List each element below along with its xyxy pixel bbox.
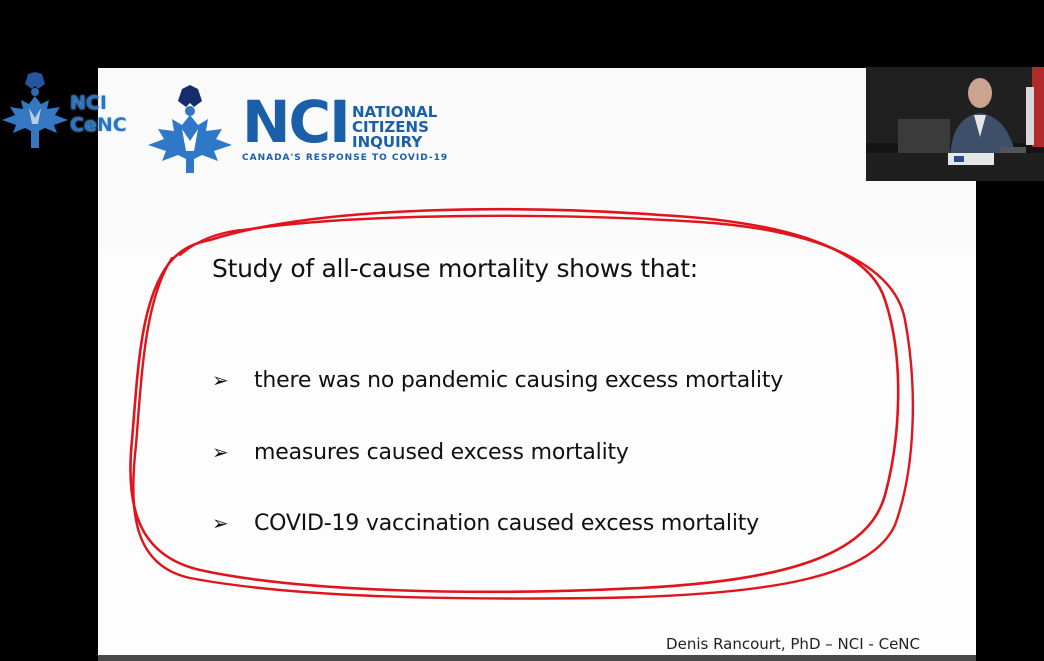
slide-footer: Denis Rancourt, PhD – NCI - CeNC	[666, 635, 920, 653]
broadcast-watermark-logo	[0, 72, 170, 152]
bullet-item	[212, 511, 759, 536]
presentation-slide	[98, 68, 976, 661]
nci-logo-letters: NCI	[242, 88, 349, 156]
bullet-text: there was no pandemic causing excess mortality	[254, 368, 784, 393]
nci-logo	[142, 85, 452, 175]
speaker-webcam-thumbnail	[866, 67, 1044, 181]
nci-wordmark-line: NATIONAL	[352, 103, 438, 121]
bullet-text: measures caused excess mortality	[254, 440, 629, 465]
arrow-bullet-icon: ➢	[212, 511, 229, 535]
bullet-text: COVID-19 vaccination caused excess mortality	[254, 511, 759, 536]
nci-logo-wordmark	[352, 105, 437, 150]
watermark-text-cenc: CeNC	[70, 114, 127, 136]
nci-wordmark-line: INQUIRY	[352, 133, 423, 151]
slide-heading: Study of all-cause mortality shows that:	[212, 254, 698, 283]
speaker-video-image	[866, 67, 1044, 181]
watermark-text-nci: NCI	[70, 92, 107, 114]
video-progress-strip	[98, 655, 976, 661]
bullet-item	[212, 440, 629, 465]
maple-leaf-icon	[0, 72, 70, 150]
arrow-bullet-icon: ➢	[212, 440, 229, 464]
arrow-bullet-icon: ➢	[212, 368, 229, 392]
bullet-item	[212, 368, 783, 393]
nci-logo-tagline: CANADA'S RESPONSE TO COVID-19	[242, 153, 449, 163]
nci-wordmark-line: CITIZENS	[352, 118, 429, 136]
